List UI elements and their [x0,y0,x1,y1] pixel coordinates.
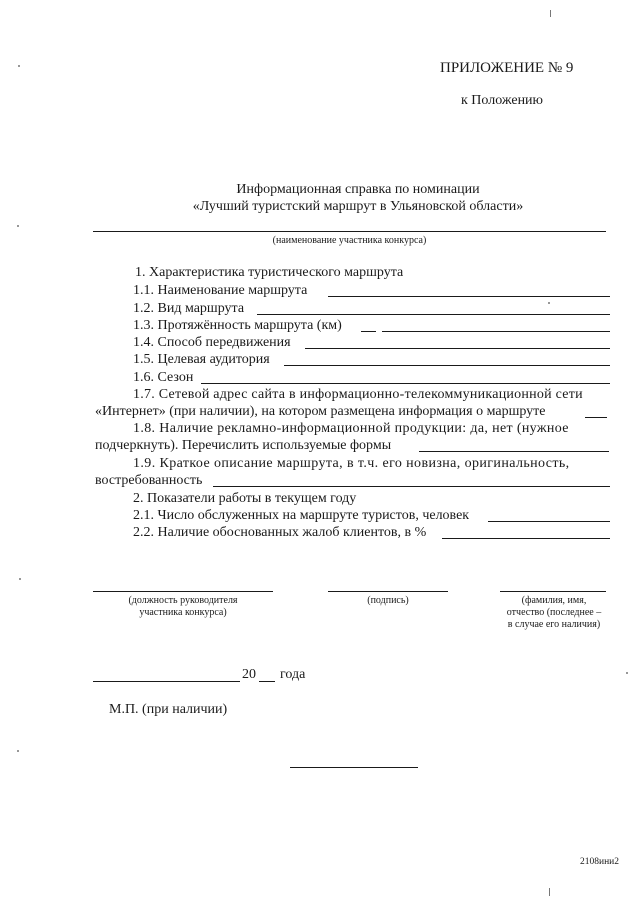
item-1-5-label: 1.5. Целевая аудитория [133,352,270,367]
regulation-reference: к Положению [461,93,544,108]
item-1-7-line2: «Интернет» (при наличии), на котором размещена информация о маршруте [95,404,546,419]
appendix-number: ПРИЛОЖЕНИЕ № 9 [440,60,574,76]
item-1-1-label: 1.1. Наименование маршрута [133,283,308,298]
stamp-label: М.П. (при наличии) [109,702,228,717]
document-title-line2: «Лучший туристский маршрут в Ульяновской области» [192,199,524,214]
item-1-6-label: 1.6. Сезон [133,370,194,385]
date-year-prefix: 20 [242,667,256,682]
item-1-3-line-short [361,331,376,332]
full-name-caption-line2: отчество (последнее – [506,607,602,618]
item-1-4-line [305,348,610,349]
item-1-3-line [382,331,610,332]
position-caption-line1: (должность руководителя [128,595,238,606]
section1-heading: 1. Характеристика туристического маршрута [135,265,404,280]
item-1-3-label: 1.3. Протяжённость маршрута (км) [133,318,342,333]
scan-dot [17,750,19,752]
item-1-8-line [419,451,609,452]
full-name-caption-line3: в случае его наличия) [507,619,601,630]
item-1-7-line [585,417,607,418]
bottom-line [290,767,418,768]
item-1-5-line [284,365,610,366]
date-year-line [259,681,275,682]
item-2-2-label: 2.2. Наличие обоснованных жалоб клиентов, в % [133,525,427,540]
scan-dot [19,578,21,580]
position-caption-line2: участника конкурса) [139,607,227,618]
item-1-1-line [328,296,610,297]
document-title-line1: Информационная справка по номинации [236,182,480,197]
participant-caption: (наименование участника конкурса) [272,235,427,246]
item-2-1-line [488,521,610,522]
scan-dot [17,225,19,227]
item-1-2-line [257,314,610,315]
item-1-8-line2: подчеркнуть). Перечислить используемые формы [95,438,392,453]
date-year-suffix: года [280,667,306,682]
item-1-9-line [213,486,610,487]
item-1-7-line1: 1.7. Сетевой адрес сайта в информационно-телекоммуникационной сети [133,387,583,402]
date-line [93,681,240,682]
item-1-4-label: 1.4. Способ передвижения [133,335,291,350]
item-1-9-line1: 1.9. Краткое описание маршрута, в т.ч. его новизна, оригинальность, [133,456,570,471]
full-name-line [500,591,606,592]
item-1-2-label: 1.2. Вид маршрута [133,301,245,316]
full-name-caption-line1: (фамилия, имя, [521,595,587,606]
participant-name-line [93,231,606,232]
item-1-8-line1: 1.8. Наличие рекламно-информационной продукции: да, нет (нужное [133,421,569,436]
footer-code: 2108ини2 [580,857,620,867]
position-signature-line [93,591,273,592]
scan-dot [18,65,20,67]
scan-dot [626,672,628,674]
item-2-2-line [442,538,610,539]
scan-mark [549,888,550,896]
item-2-1-label: 2.1. Число обслуженных на маршруте туристов, человек [133,508,470,523]
section2-heading: 2. Показатели работы в текущем году [133,491,357,506]
signature-line [328,591,448,592]
signature-caption: (подпись) [367,595,409,606]
scan-mark [550,10,551,17]
item-1-6-line [201,383,610,384]
scan-dot [548,302,550,304]
item-1-9-line2: востребованность [95,473,203,488]
